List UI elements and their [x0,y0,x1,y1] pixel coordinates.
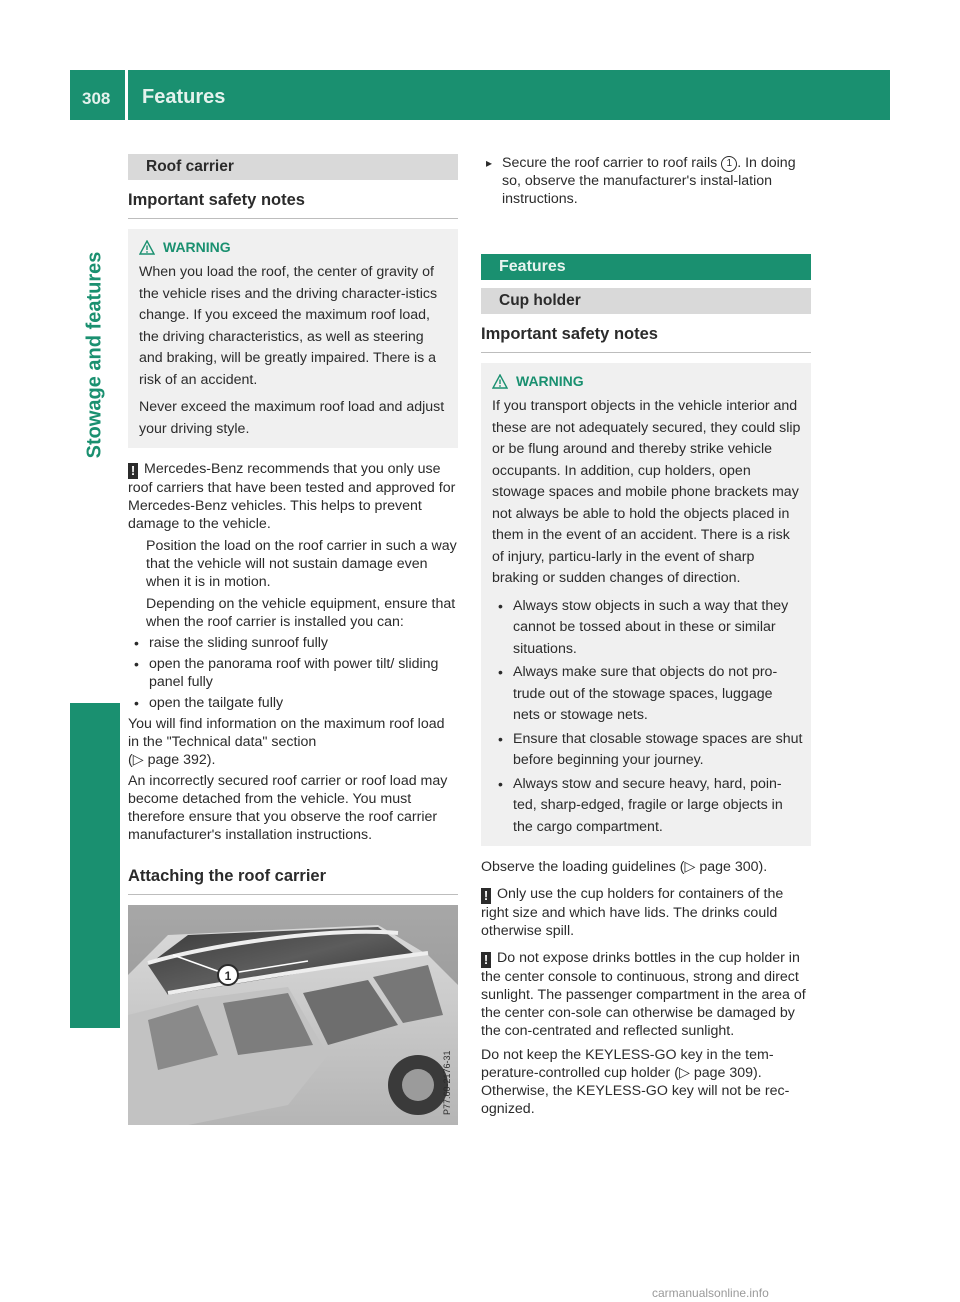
list-item: • open the panorama roof with power tilt/ sliding panel fully [128,655,458,691]
page-ref-icon: ▷ [684,859,696,875]
instruction-step [481,154,811,208]
warning-header [139,237,450,259]
note-block [128,460,458,712]
info-text: Observe the loading guidelines ( [481,859,685,875]
features-bar: Features [481,254,811,280]
caution-icon: ! [481,952,491,968]
left-column [128,154,458,1125]
warning-box [481,363,811,847]
list-item: • raise the sliding sunroof fully [128,634,458,652]
instruction-list [481,154,811,208]
image-code: P77.60-2176-31 [442,1049,452,1115]
warning-label: WARNING [163,238,231,255]
info-text: You will find information on the maximum roof load in the "Technical data" section [128,716,445,750]
callout-icon: 1 [721,156,737,172]
info-paragraph [481,1046,811,1118]
page-number: 308 [82,89,111,108]
page-ref-link[interactable]: page 300). [699,859,768,875]
note-text: Only use the cup holders for containers of the right size and which have lids. The drinks could otherwise spill. [481,886,784,939]
page-header [70,70,890,120]
info-text: Otherwise, the KEYLESS-GO key will not be rec-ognized. [481,1083,790,1117]
warning-box [128,229,458,449]
callout-number: 1 [224,968,232,983]
list-item: • Ensure that closable stowage spaces are shut before beginning your journey. [492,729,803,772]
info-text: Do not keep the KEYLESS-GO key in the tem-perature-controlled cup holder ( [481,1047,774,1081]
car-roof-image [128,905,458,1125]
warning-triangle-icon [139,240,155,255]
info-paragraph [481,858,811,876]
header-divider [125,70,128,120]
warning-label: WARNING [516,372,584,389]
note-text: Position the load on the roof carrier in such a way that the vehicle will not sustain damage even when it is in motion. [146,538,457,590]
caution-icon: ! [128,463,138,479]
note-text: Do not expose drinks bottles in the cup holder in the center console to continuous, strong and direct sunlight. The passenger compartment in the area of the center con-sole can otherwise be damaged by the con-centrated and reflected sunlight. [481,950,806,1039]
right-column [481,154,811,1118]
list-item: • open the tailgate fully [128,694,458,712]
roof-carrier-illustration [128,905,458,1125]
list-item: • Always stow objects in such a way that they cannot be tossed about in these or similar situations. [492,596,803,661]
step-text: Secure the roof carrier to roof rails [502,155,718,171]
info-paragraph: An incorrectly secured roof carrier or roof load may become detached from the vehicle. You must therefore ensure that you observe the roof carrier manufacturer's installation instructions. [128,773,448,843]
side-tab [70,120,120,590]
warning-text: If you transport objects in the vehicle interior and these are not adequately secured, they could slip or be flung around and thereby strike vehicle occupants. In addition, cup holders, open stowage spaces and mobile phone brackets may not always be able to hold the objects placed in them in the event of an accident. There is a risk of injury, particu-larly in the event of sharp braking or sudden changes of direction. [492,398,801,586]
roof-carrier-bar: Roof carrier [128,154,458,180]
right-heading: Important safety notes [481,324,811,353]
page-ref-link[interactable]: page 392). [147,752,216,768]
caution-icon: ! [481,888,491,904]
list-item: • Always make sure that objects do not pro-trude out of the stowage spaces, luggage nets or stowage nets. [492,662,803,727]
note-text: Depending on the vehicle equipment, ensure that when the roof carrier is installed you can: [146,596,456,630]
page-ref-link[interactable]: page 309). [693,1065,762,1081]
left-heading: Important safety notes [128,190,458,219]
cup-holder-bar: Cup holder [481,288,811,314]
step-text: . In doing so, observe the manufacturer's instal-lation instructions. [502,155,796,207]
warning-text: When you load the roof, the center of gravity of the vehicle rises and the driving character-istics change. If you exceed the maximum roof load, the driving characteristics, as well as steering and braking, will be greatly impaired. There is a risk of an accident. [139,264,438,388]
page-ref-icon: ▷ [132,752,144,768]
page-ref-icon: ▷ [678,1065,690,1081]
section-title: Features [142,86,226,108]
watermark: carmanualsonline.info [652,1286,769,1300]
attaching-heading: Attaching the roof carrier [128,866,458,895]
note-text: Mercedes-Benz recommends that you only use roof carriers that have been tested and approved for Mercedes-Benz vehicles. This helps to prevent damage to the vehicle. [128,461,456,532]
warning-bullets [492,596,803,839]
side-tab-label: Stowage and features [83,251,106,459]
note-bullets [128,634,458,712]
info-paragraph: You will find information on the maximum roof load in the "Technical data" section (▷ page 392). [128,716,445,768]
list-item: • Always stow and secure heavy, hard, poin-ted, sharp-edged, fragile or large objects in the cargo compartment. [492,774,803,839]
side-tab-block [70,703,120,1028]
warning-text: Never exceed the maximum roof load and adjust your driving style. [139,399,445,437]
warning-header [492,371,803,393]
warning-triangle-icon [492,374,508,389]
